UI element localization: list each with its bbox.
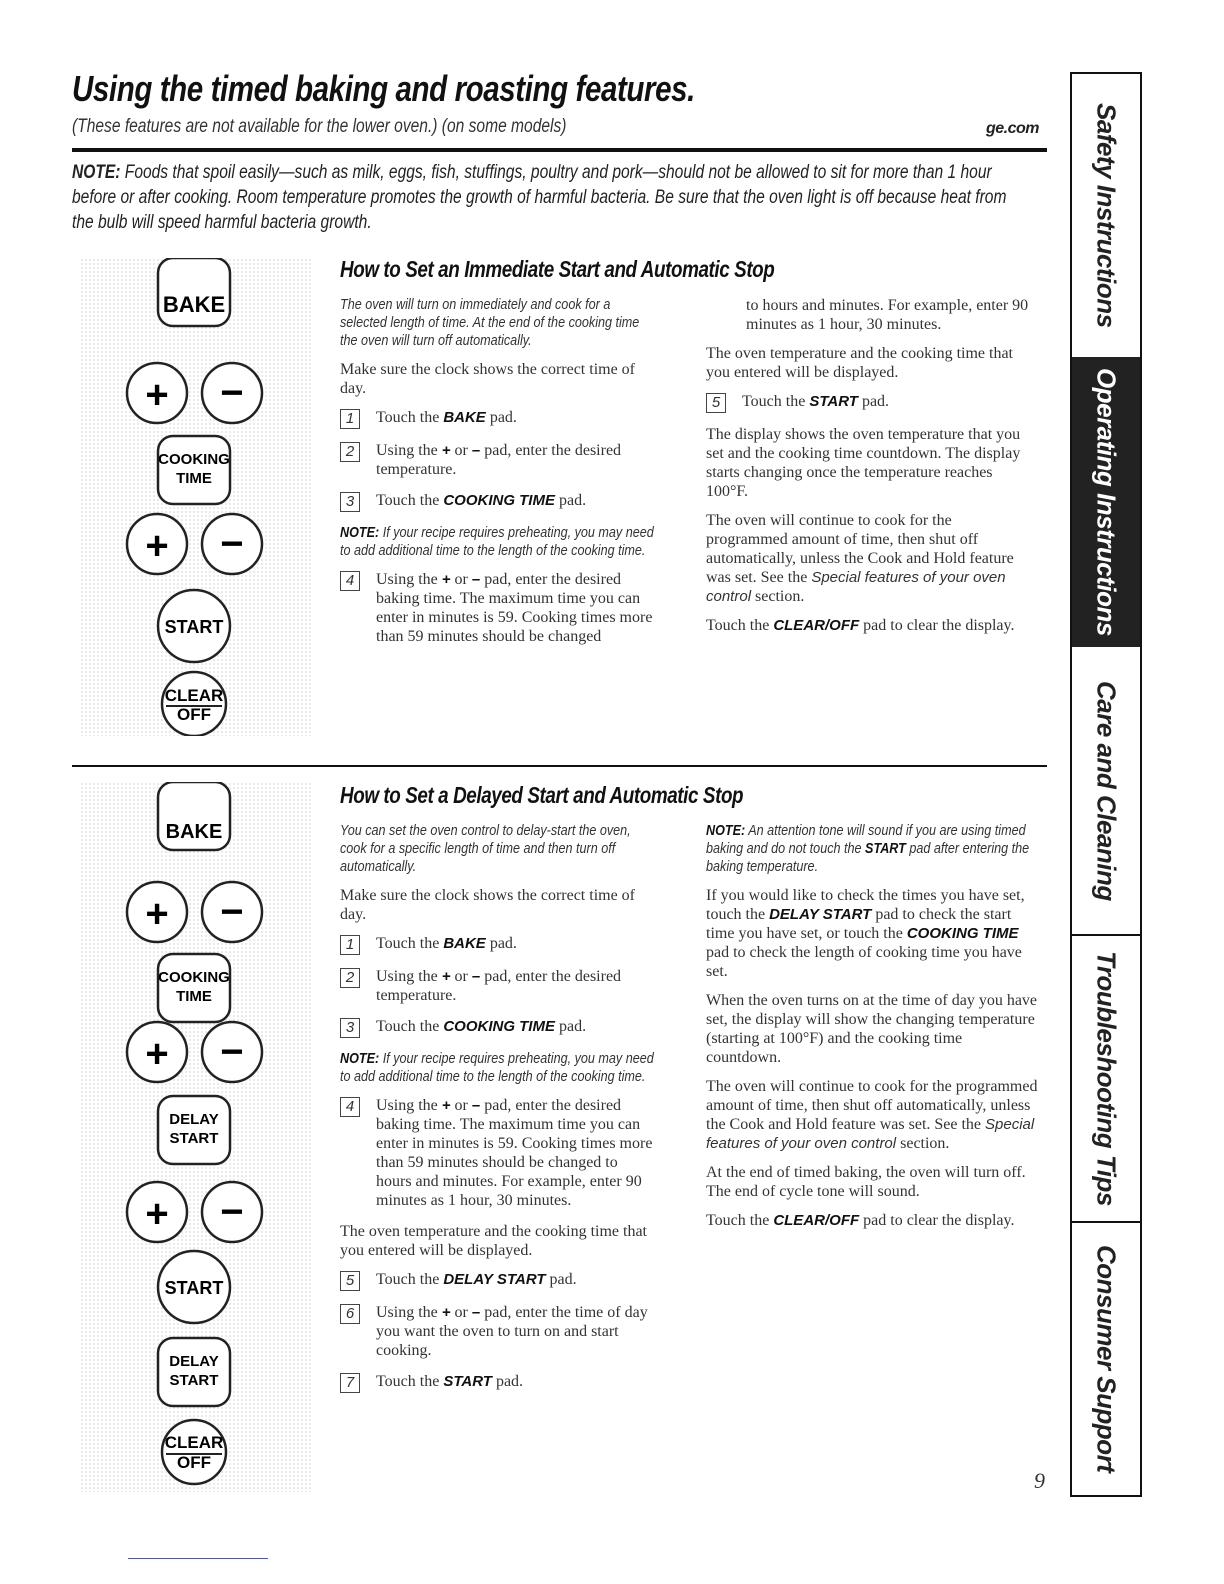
start-pad-label: START xyxy=(164,1278,224,1298)
section1-countdown-text: The display shows the oven temperature that you set and the cooking time countdown. The display starts changing once the temperature reaches 100°F. xyxy=(706,426,1021,500)
paragraph-text: pad to check the start time you have set, or touch the xyxy=(706,906,1012,942)
section2-turn-on-text: When the oven turns on at the time of day you have set, the display will show the changing temperature (starting at 100°F) and the cooking time countdown. xyxy=(706,992,1038,1066)
step-text: Touch the xyxy=(376,1271,444,1288)
bake-pad[interactable] xyxy=(158,782,230,850)
section2-step-2 xyxy=(340,967,655,1005)
cooking-time-keyword: COOKING TIME xyxy=(443,1018,555,1035)
step-text: Touch the xyxy=(376,492,444,509)
food-safety-note xyxy=(72,160,1027,235)
step-text: pad, enter the desired temperature. xyxy=(376,442,622,478)
special-features-reference: Special features of your oven control xyxy=(706,1116,1035,1152)
paragraph-text: section. xyxy=(751,588,805,605)
bake-pad[interactable] xyxy=(158,258,230,326)
tab-label: Operating Instructions xyxy=(1091,368,1122,636)
plus-pad-3[interactable] xyxy=(127,1182,187,1242)
keypad-panel-delayed xyxy=(80,782,312,1492)
minus-pad-2[interactable] xyxy=(202,514,262,574)
section2-clock-text: Make sure the clock shows the correct time of day. xyxy=(340,887,636,923)
start-pad[interactable] xyxy=(158,1251,230,1323)
section-title-delayed: How to Set a Delayed Start and Automatic Stop xyxy=(340,782,744,808)
step-number: 7 xyxy=(340,1373,360,1393)
delay-start-pad-label: START xyxy=(169,1372,219,1389)
tab-operating-instructions[interactable] xyxy=(1072,357,1140,647)
plus-icon: + xyxy=(145,1192,169,1236)
section2-preheat-note xyxy=(340,1050,655,1086)
tab-label: Troubleshooting Tips xyxy=(1091,951,1122,1206)
section2-end-text: At the end of timed baking, the oven will turn off. The end of cycle tone will sound. xyxy=(706,1164,1026,1200)
section2-step-1 xyxy=(340,934,655,955)
section2-step-4 xyxy=(340,1096,655,1210)
note-text: Foods that spoil easily—such as milk, eggs, fish, stuffings, poultry and pork—should not be allowed to sit for more than 1 hour before or after cooking. Room temperature promotes the growth of harmful bacteria. Be sure that the oven light is off because heat from the bulb will speed harmful bacteria growth. xyxy=(72,162,1007,233)
delay-start-keyword: DELAY START xyxy=(443,1271,546,1288)
step-number: 1 xyxy=(340,935,360,955)
paragraph-text: pad to check the length of cooking time you have set. xyxy=(706,944,1022,980)
section1-right-column xyxy=(706,296,1036,645)
minus-pad[interactable] xyxy=(202,882,262,942)
minus-pad[interactable] xyxy=(202,363,262,423)
section1-step-5 xyxy=(706,392,1036,413)
minus-keyword: – xyxy=(471,968,481,985)
step-text: pad. xyxy=(554,492,587,509)
section1-preheat-note xyxy=(340,524,655,560)
section2-right-column xyxy=(706,822,1041,1240)
plus-pad[interactable] xyxy=(127,882,187,942)
clear-off-keyword: CLEAR/OFF xyxy=(773,617,860,634)
step-number: 1 xyxy=(340,409,360,429)
tab-label: Care and Cleaning xyxy=(1091,680,1122,901)
minus-icon: − xyxy=(220,1190,244,1234)
minus-pad-2[interactable] xyxy=(202,1022,262,1082)
minus-icon: − xyxy=(220,890,244,934)
off-pad-label: OFF xyxy=(177,705,211,724)
keypad-diagram-immediate xyxy=(80,258,312,736)
start-pad[interactable] xyxy=(158,590,230,662)
note-label: NOTE: xyxy=(72,162,121,183)
time-pad-label: TIME xyxy=(176,988,212,1005)
clear-pad-label: CLEAR xyxy=(164,686,224,705)
cooking-time-pad[interactable] xyxy=(158,954,230,1022)
start-keyword: START xyxy=(443,1373,492,1390)
section-divider xyxy=(72,765,1047,767)
tab-label: Safety Instructions xyxy=(1091,103,1122,328)
keypad-diagram-delayed xyxy=(80,782,312,1492)
footer-line xyxy=(128,1558,268,1559)
tab-consumer-support[interactable] xyxy=(1072,1223,1140,1495)
step-text: pad, enter the time of day you want the oven to turn on and start cooking. xyxy=(376,1304,648,1359)
plus-pad-2[interactable] xyxy=(127,514,187,574)
section2-attention-note xyxy=(706,822,1034,876)
bake-keyword: BAKE xyxy=(443,409,486,426)
start-pad-label: START xyxy=(164,617,224,637)
paragraph-text: pad to clear the display. xyxy=(859,1212,1015,1229)
paragraph-text: Touch the xyxy=(706,1212,774,1229)
cooking-pad-label: COOKING xyxy=(158,451,230,468)
plus-icon: + xyxy=(145,373,169,417)
step-text: or xyxy=(450,442,472,459)
minus-icon: − xyxy=(220,371,244,415)
plus-pad[interactable] xyxy=(122,352,188,426)
plus-keyword: + xyxy=(441,968,451,985)
step-number: 5 xyxy=(340,1271,360,1291)
plus-pad-2[interactable] xyxy=(127,1022,187,1082)
step-text: pad. xyxy=(491,1373,524,1390)
step-text: or xyxy=(450,1304,472,1321)
section1-clear-text xyxy=(706,616,1036,635)
clear-pad-label: CLEAR xyxy=(164,1433,224,1452)
clear-off-pad[interactable] xyxy=(162,672,226,736)
step-text: Using the xyxy=(376,968,442,985)
plus-icon: + xyxy=(145,1032,169,1076)
step-number: 3 xyxy=(340,492,360,512)
section2-continue-text xyxy=(706,1077,1041,1153)
step-number: 6 xyxy=(340,1304,360,1324)
minus-keyword: – xyxy=(471,1097,481,1114)
section-title-immediate: How to Set an Immediate Start and Automatic Stop xyxy=(340,256,775,282)
off-pad-label: OFF xyxy=(177,1453,211,1472)
step-text: pad. xyxy=(857,393,890,410)
time-pad-label: TIME xyxy=(176,470,212,487)
step-text: pad, enter the desired temperature. xyxy=(376,968,622,1004)
note-label: NOTE: xyxy=(340,1050,380,1067)
paragraph-text: section. xyxy=(896,1135,950,1152)
plus-keyword: + xyxy=(441,1304,451,1321)
minus-keyword: – xyxy=(471,571,481,588)
delay-start-keyword: DELAY START xyxy=(769,906,872,923)
start-keyword: START xyxy=(809,393,858,410)
step-number: 2 xyxy=(340,968,360,988)
step-text: or xyxy=(450,571,472,588)
step-text: Using the xyxy=(376,442,442,459)
step-text: or xyxy=(450,968,472,985)
delay-start-pad[interactable] xyxy=(158,1096,230,1164)
start-keyword: START xyxy=(865,840,906,857)
step-text: Using the xyxy=(376,1097,442,1114)
step-text: pad. xyxy=(554,1018,587,1035)
minus-icon: − xyxy=(220,1030,244,1074)
note-text: An attention tone will sound if you are using timed baking and do not touch the xyxy=(706,822,1026,857)
step-text: pad. xyxy=(485,409,517,426)
step-text: Using the xyxy=(376,571,442,588)
plus-keyword: + xyxy=(441,571,451,588)
clear-off-pad[interactable] xyxy=(162,1420,226,1484)
section2-check-times-text xyxy=(706,886,1041,981)
note-label: NOTE: xyxy=(706,822,746,839)
plus-icon: + xyxy=(145,892,169,936)
bake-pad-label: BAKE xyxy=(165,821,223,843)
section1-step-3 xyxy=(340,491,655,512)
cooking-pad-label: COOKING xyxy=(158,969,230,986)
delay-start-pad-2[interactable] xyxy=(158,1338,230,1406)
side-tab-bar xyxy=(1070,72,1142,1497)
special-features-reference: Special features of your oven control xyxy=(706,569,1006,605)
section2-display-text: The oven temperature and the cooking time that you entered will be displayed. xyxy=(340,1223,647,1259)
bake-pad-label: BAKE xyxy=(162,292,226,317)
note-text: If your recipe requires preheating, you may need to add additional time to the length of the cooking time. xyxy=(340,1050,654,1085)
cooking-time-pad[interactable] xyxy=(158,436,230,504)
step-number: 3 xyxy=(340,1018,360,1038)
paragraph-text: The oven will continue to cook for the programmed amount of time, then shut off automatically, unless the Cook and Hold feature was set. See the xyxy=(706,512,1014,586)
cooking-time-keyword: COOKING TIME xyxy=(906,925,1019,942)
note-label: NOTE: xyxy=(340,524,380,541)
step-text: Touch the xyxy=(376,1018,444,1035)
step-text: pad, enter the desired baking time. The maximum time you can enter in minutes is 59. Cooking times more than 59 minutes should be changed xyxy=(376,571,653,645)
minus-icon: − xyxy=(220,522,244,566)
minus-keyword: – xyxy=(471,1304,481,1321)
section2-left-column xyxy=(340,822,655,1405)
section2-step-5 xyxy=(340,1270,655,1291)
note-text: If your recipe requires preheating, you may need to add additional time to the length of the cooking time. xyxy=(340,524,654,559)
section1-continued-text: to hours and minutes. For example, enter 90 minutes as 1 hour, 30 minutes. xyxy=(746,297,1029,333)
bake-keyword: BAKE xyxy=(443,935,486,952)
note-text: pad after entering the baking temperature. xyxy=(706,840,1030,875)
step-number: 5 xyxy=(706,393,726,413)
step-text: Touch the xyxy=(376,409,444,426)
section2-clear-text xyxy=(706,1211,1041,1230)
step-text: pad. xyxy=(485,935,517,952)
tab-label: Consumer Support xyxy=(1091,1245,1122,1473)
minus-keyword: – xyxy=(471,442,481,459)
page-title: Using the timed baking and roasting features. xyxy=(72,68,695,109)
section1-display-text: The oven temperature and the cooking time that you entered will be displayed. xyxy=(706,345,1013,381)
section1-left-column xyxy=(340,296,655,658)
header-rule xyxy=(72,148,1047,152)
section1-clock-text: Make sure the clock shows the correct time of day. xyxy=(340,361,636,397)
section2-step-7 xyxy=(340,1372,655,1393)
plus-keyword: + xyxy=(441,1097,451,1114)
step-text: pad, enter the desired baking time. The maximum time you can enter in minutes is 59. Cooking times more than 59 minutes should be changed to hours and minutes. For example, enter 90 minutes as 1 hour, 30 minutes. xyxy=(376,1097,653,1209)
section2-step-6 xyxy=(340,1303,655,1360)
section1-step-4 xyxy=(340,570,655,646)
clear-off-keyword: CLEAR/OFF xyxy=(773,1212,860,1229)
step-number: 2 xyxy=(340,442,360,462)
step-text: Touch the xyxy=(742,393,810,410)
section1-step-1 xyxy=(340,408,655,429)
paragraph-text: pad to clear the display. xyxy=(859,617,1015,634)
paragraph-text: If you would like to check the times you have set, touch the xyxy=(706,887,1025,923)
step-text: Using the xyxy=(376,1304,442,1321)
plus-keyword: + xyxy=(441,442,451,459)
site-link[interactable]: ge.com xyxy=(986,120,1040,137)
tab-safety-instructions[interactable] xyxy=(1072,74,1140,357)
step-number: 4 xyxy=(340,571,360,591)
paragraph-text: The oven will continue to cook for the programmed amount of time, then shut off automatically, unless the Cook and Hold feature was set. See the xyxy=(706,1078,1038,1133)
tab-care-and-cleaning[interactable] xyxy=(1072,647,1140,934)
step-text: pad. xyxy=(545,1271,577,1288)
section1-intro: The oven will turn on immediately and cook for a selected length of time. At the end of the cooking time the oven will turn off automatically. xyxy=(340,296,640,349)
step-text: Touch the xyxy=(376,1373,444,1390)
section1-continue-text xyxy=(706,511,1036,606)
delay-pad-label: DELAY xyxy=(169,1111,219,1128)
step-text: or xyxy=(450,1097,472,1114)
minus-pad-3[interactable] xyxy=(202,1182,262,1242)
step-text: Touch the xyxy=(376,935,444,952)
section2-step-3 xyxy=(340,1017,655,1038)
step-number: 4 xyxy=(340,1097,360,1117)
delay-start-pad-label: START xyxy=(169,1130,219,1147)
keypad-panel-immediate xyxy=(80,258,312,736)
section1-step-2 xyxy=(340,441,655,479)
page-subtitle: (These features are not available for the lower oven.) (on some models) xyxy=(72,116,567,137)
page-number: 9 xyxy=(1034,1468,1045,1493)
tab-troubleshooting-tips[interactable] xyxy=(1072,936,1140,1221)
cooking-time-keyword: COOKING TIME xyxy=(443,492,555,509)
delay-pad-label: DELAY xyxy=(169,1353,219,1370)
section2-intro: You can set the oven control to delay-start the oven, cook for a specific length of time and then turn off automatically. xyxy=(340,822,631,875)
plus-icon: + xyxy=(145,524,169,568)
paragraph-text: Touch the xyxy=(706,617,774,634)
